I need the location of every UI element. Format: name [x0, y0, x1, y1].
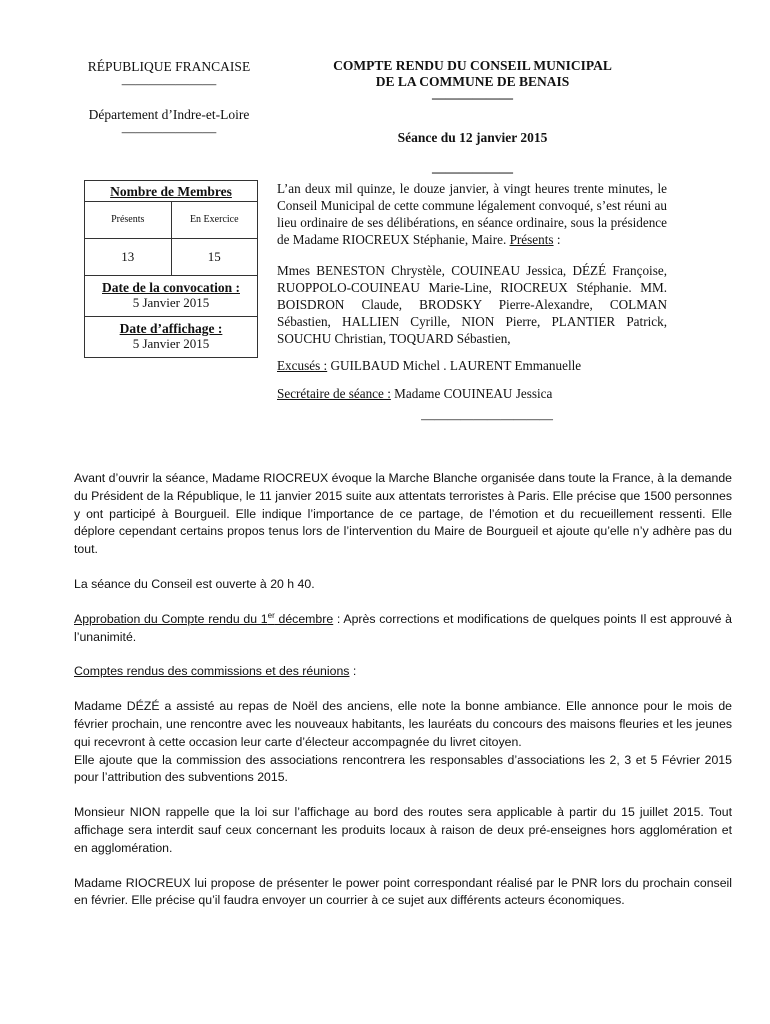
members-box: [84, 180, 258, 358]
nion-paragraph: Monsieur NION rappelle que la loi sur l’affichage au bord des routes sera applicable à partir du 15 juillet 2015. Tout affichage sera interdit sauf ceux concernant les produits locaux à raison de deux pré-enseignes hors agglomération et en agglomération.: [74, 805, 732, 855]
exercice-header: En Exercice: [189, 214, 239, 225]
document-title-block: [300, 58, 645, 180]
convocation-label: Date de la convocation :: [102, 280, 240, 295]
convocation-date-box: [85, 276, 257, 317]
republic-label: RÉPUBLIQUE FRANCAISE: [87, 59, 251, 74]
session-intro: [277, 180, 667, 427]
approbation-label-sup: er: [267, 610, 275, 620]
intro-separator: ——————————: [421, 411, 553, 426]
approbation-label: [74, 612, 333, 626]
members-box-counts: [85, 239, 257, 276]
commissions-suffix: :: [349, 664, 357, 679]
deze-paragraph-1: Madame DÉZÉ a assisté au repas de Noël des anciens, elle note la bonne ambiance. Elle annonce pour le mois de février prochain, une rencontre avec les nouveaux habitants, les lauréats du concours des maisons fleuries et les jeunes qui recevront à cette occasion leur carte d’électeur accompagnée du livret citoyen.: [74, 699, 732, 749]
title-divider-1: ——————: [432, 90, 513, 105]
secretaire-label: Secrétaire de séance :: [277, 386, 391, 401]
approbation-paragraph: [74, 611, 732, 647]
convocation-date: 5 Janvier 2015: [132, 295, 210, 310]
approbation-label-month: décembre: [274, 611, 334, 626]
presents-label: Présents: [509, 232, 554, 247]
marche-blanche-paragraph: Avant d’ouvrir la séance, Madame RIOCREUX évoque la Marche Blanche organisée dans toute la France, à la demande du Président de la République, le 11 janvier 2015 suite aux attentats terroristes à Paris. Elle précise que 1500 personnes y ont participé à Bourgueil. Elle indique l’importance de ce partage, de l’émotion et du recueillement ressenti. Elle déplore cependant certains propos tenus lors de l’intervention du Maire de Bourgueil et ajoute qu’elle n’y adhère pas du tout.: [74, 471, 732, 557]
excuses-line: [277, 357, 667, 374]
approbation-label-text: Approbation du Compte rendu du 1: [74, 611, 268, 626]
department-label: Département d’Indre-et-Loire: [88, 107, 250, 122]
affichage-date: 5 Janvier 2015: [132, 336, 210, 351]
affichage-label: Date d’affichage :: [119, 321, 223, 336]
document-title-line-1: COMPTE RENDU DU CONSEIL MUNICIPAL: [333, 58, 612, 73]
secretaire-name: Madame COUINEAU Jessica: [390, 386, 553, 401]
excuses-label: Excusés :: [277, 358, 328, 373]
presents-list: Mmes BENESTON Chrystèle, COUINEAU Jessica, DÉZÉ Françoise, RUOPPOLO-COUINEAU Marie-Line, RIOCREUX Stéphanie. MM. BOISDRON Claude, BRODSKY Pierre-Alexandre, COLMAN Sébastien, HALLIEN Cyrille, NION Pierre, PLANTIER Patrick, SOUCHU Christian, TOQUARD Sébastien,: [277, 263, 667, 346]
left-header: [74, 58, 264, 154]
commissions-label: Comptes rendus des commissions et des réunions: [74, 664, 350, 679]
session-date: Séance du 12 janvier 2015: [397, 130, 548, 145]
excuses-list: GUILBAUD Michel . LAURENT Emmanuelle: [327, 358, 582, 373]
left-header-divider-2: ———————: [121, 124, 217, 139]
approbation-text: : Après corrections et modifications de quelques points Il est approuvé à l’unanimité.: [74, 611, 733, 644]
exercice-count: 15: [207, 249, 221, 264]
deze-paragraph-2: Elle ajoute que la commission des associations rencontrera les responsables d’associations les 2, 3 et 5 Février 2015 pour l’attribution des subventions 2015.: [74, 752, 732, 785]
riocreux-paragraph: Madame RIOCREUX lui propose de présenter le power point correspondant réalisé par le PNR lors du prochain conseil en février. Elle précise qu’il faudra envoyer un courrier à ce sujet aux différents acteurs économiques.: [74, 875, 732, 908]
presents-label-suffix: :: [553, 232, 561, 247]
affichage-date-box: [85, 317, 257, 357]
opening-time-paragraph: La séance du Conseil est ouverte à 20 h 40.: [74, 576, 315, 591]
left-header-divider-1: ———————: [121, 76, 217, 91]
secretaire-line: [277, 385, 667, 402]
members-box-title: Nombre de Membres: [85, 181, 257, 202]
members-box-column-headers: [85, 202, 257, 239]
presents-count: 13: [85, 239, 172, 275]
opening-text: L’an deux mil quinze, le douze janvier, à vingt heures trente minutes, le Conseil Municipal de cette commune légalement convoqué, s’est réuni au lieu ordinaire de ses délibérations, en séance ordinaire, sous la présidence de Madame RIOCREUX Stéphanie, Maire.: [277, 181, 667, 247]
title-divider-2: ——————: [432, 164, 513, 179]
presents-header: Présents: [85, 202, 172, 238]
document-title-line-2: DE LA COMMUNE DE BENAIS: [375, 74, 570, 89]
commissions-heading: [74, 663, 732, 681]
minutes-body: [74, 470, 732, 927]
opening-paragraph: [277, 180, 667, 248]
